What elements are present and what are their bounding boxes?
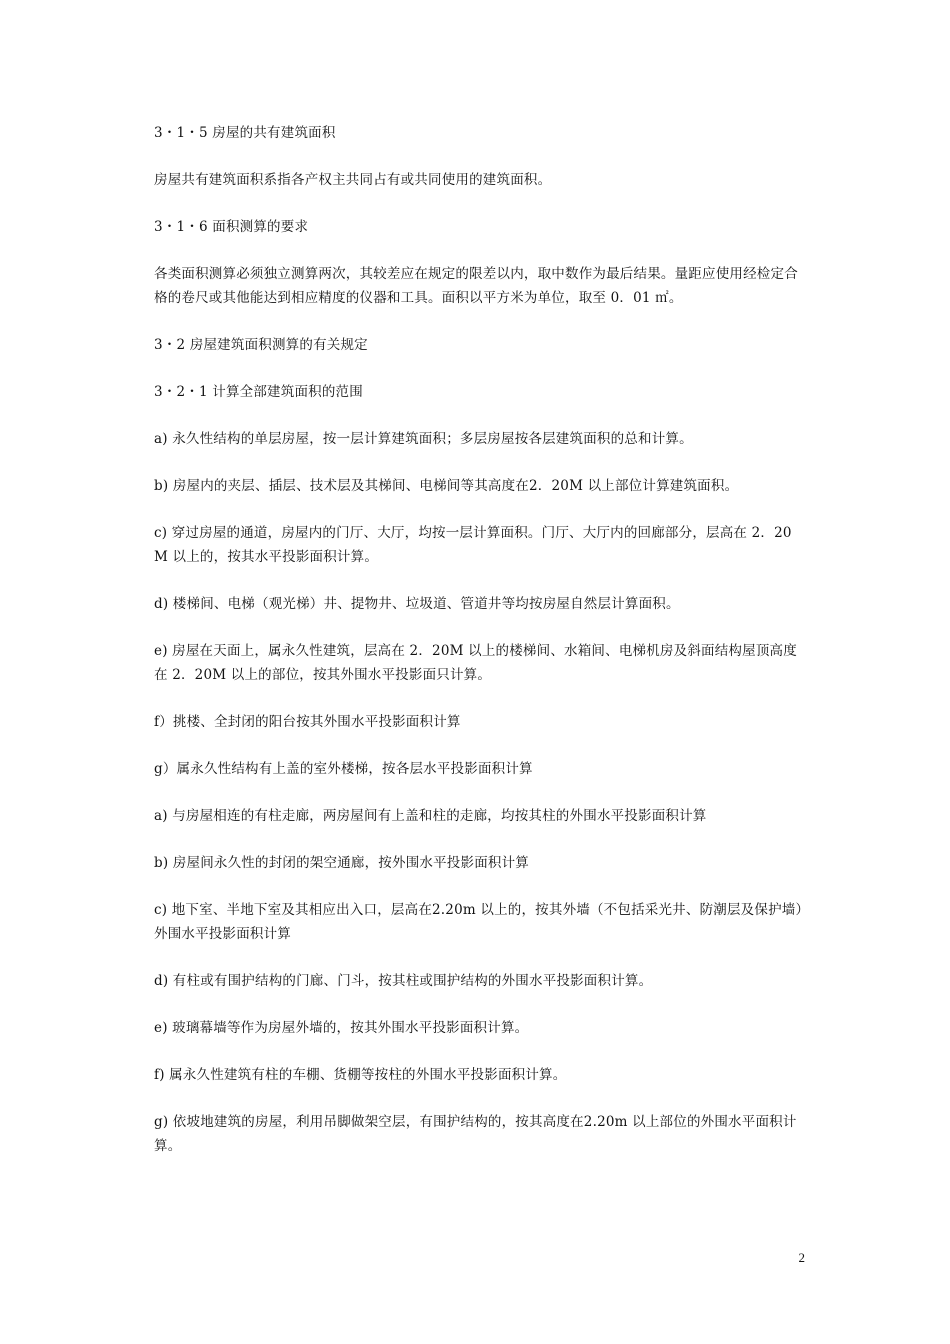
section-heading-3-1-5: 3・1・5 房屋的共有建筑面积 [154, 125, 336, 141]
list-item: e) 房屋在天面上，属永久性建筑，层高在 2．20M 以上的楼梯间、水箱间、电梯机房及斜面结构屋顶高度在 2．20M 以上的部位，按其外围水平投影面只计算。 [154, 643, 797, 683]
page-number: 2 [798, 1250, 805, 1265]
list-item: b) 房屋内的夹层、插层、技术层及其梯间、电梯间等其高度在2．20M 以上部位计算建筑面积。 [154, 478, 739, 494]
list-item: d) 有柱或有围护结构的门廊、门斗，按其柱或围护结构的外围水平投影面积计算。 [154, 973, 653, 989]
section-heading-3-2-1: 3・2・1 计算全部建筑面积的范围 [154, 384, 363, 400]
list-item: f) 属永久性建筑有柱的车棚、货棚等按柱的外围水平投影面积计算。 [154, 1067, 567, 1083]
list-item: d) 楼梯间、电梯（观光梯）井、提物井、垃圾道、管道井等均按房屋自然层计算面积。 [154, 596, 680, 612]
paragraph: 各类面积测算必须独立测算两次，其较差应在规定的限差以内，取中数作为最后结果。量距应使用经检定合格的卷尺或其他能达到相应精度的仪器和工具。面积以平方米为单位，取至 0．01 ㎡。 [154, 266, 798, 306]
list-item: c) 穿过房屋的通道，房屋内的门厅、大厅，均按一层计算面积。门厅、大厅内的回廊部分，层高在 2．20M 以上的，按其水平投影面积计算。 [154, 525, 792, 565]
list-item: a) 与房屋相连的有柱走廊，两房屋间有上盖和柱的走廊，均按其柱的外围水平投影面积计算 [154, 808, 707, 824]
section-heading-3-1-6: 3・1・6 面积测算的要求 [154, 219, 309, 235]
list-item: g）属永久性结构有上盖的室外楼梯，按各层水平投影面积计算 [154, 761, 533, 777]
document-body [154, 121, 804, 1181]
list-item: f）挑楼、全封闭的阳台按其外围水平投影面积计算 [154, 714, 461, 730]
list-item: e) 玻璃幕墙等作为房屋外墙的，按其外围水平投影面积计算。 [154, 1020, 529, 1036]
list-item: a) 永久性结构的单层房屋，按一层计算建筑面积；多层房屋按各层建筑面积的总和计算。 [154, 431, 693, 447]
list-item: c) 地下室、半地下室及其相应出入口，层高在2.20m 以上的，按其外墙（不包括采光井、防潮层及保护墙）外围水平投影面积计算 [154, 902, 803, 942]
list-item: g) 依坡地建筑的房屋，利用吊脚做架空层，有围护结构的，按其高度在2.20m 以上部位的外围水平面积计算。 [154, 1114, 797, 1154]
paragraph: 房屋共有建筑面积系指各产权主共同占有或共同使用的建筑面积。 [154, 172, 552, 188]
list-item: b) 房屋间永久性的封闭的架空通廊，按外围水平投影面积计算 [154, 855, 529, 871]
section-heading-3-2: 3・2 房屋建筑面积测算的有关规定 [154, 337, 368, 353]
